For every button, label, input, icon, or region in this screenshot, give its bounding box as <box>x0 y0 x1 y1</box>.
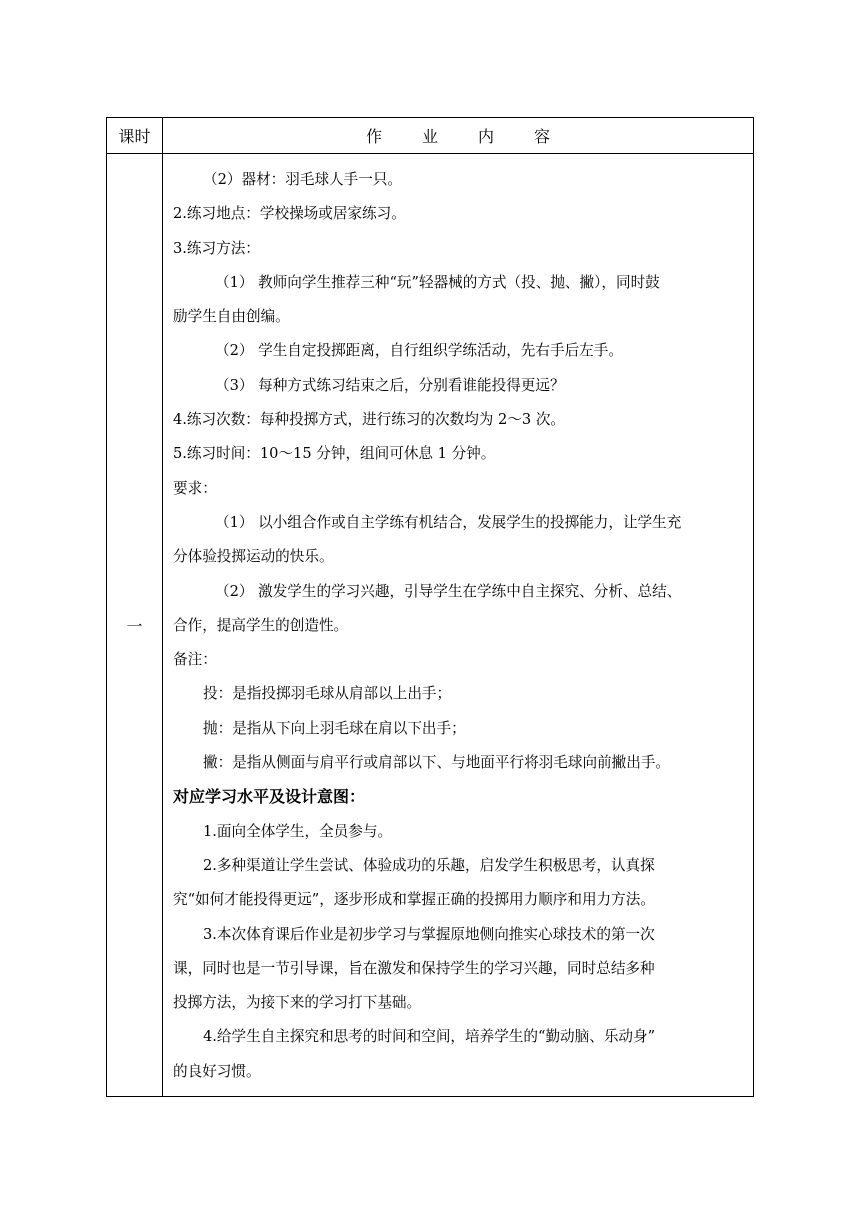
text-line: 课，同时也是一节引导课，旨在激发和保持学生的学习兴趣，同时总结多种 <box>173 959 655 977</box>
text-line: 2.练习地点：学校操场或居家练习。 <box>173 205 406 223</box>
period-cell: 一 <box>126 616 143 636</box>
section-heading: 对应学习水平及设计意图： <box>173 787 366 807</box>
text-line: 1.面向全体学生，全员参与。 <box>203 822 393 840</box>
text-line: 励学生自由创编。 <box>173 308 290 326</box>
text-line: 投：是指投掷羽毛球从肩部以上出手； <box>203 685 452 703</box>
text-line: 合作，提高学生的创造性。 <box>173 616 349 634</box>
text-line: 4.给学生自主探究和思考的时间和空间，培养学生的“勤动脑、乐动身” <box>203 1028 656 1046</box>
header-content: 作业内容 <box>365 127 590 146</box>
text-line: 投掷方法，为接下来的学习打下基础。 <box>173 994 422 1012</box>
homework-table <box>106 117 754 1097</box>
text-line: （2） 激发学生的学习兴趣，引导学生在学练中自主探究、分析、总结、 <box>215 582 682 600</box>
text-line: 5.练习时间：10～15 分钟，组间可休息 1 分钟。 <box>173 445 496 463</box>
text-line: 3.本次体育课后作业是初步学习与掌握原地侧向推实心球技术的第一次 <box>203 925 655 943</box>
text-line: 分体验投掷运动的快乐。 <box>173 548 334 566</box>
content-cell <box>173 163 753 1089</box>
text-line: （2）器材：羽毛球人手一只。 <box>203 171 403 188</box>
header-period: 课时 <box>118 127 151 146</box>
text-line: （1） 以小组合作或自主学练有机结合，发展学生的投掷能力，让学生充 <box>215 513 682 531</box>
text-line: 撇：是指从侧面与肩平行或肩部以下、与地面平行将羽毛球向前撇出手。 <box>203 754 671 772</box>
text-line: 4.练习次数：每种投掷方式，进行练习的次数均为 2～3 次。 <box>173 411 566 429</box>
text-line: （3） 每种方式练习结束之后，分别看谁能投得更远？ <box>215 376 565 394</box>
text-line: 要求： <box>173 479 217 497</box>
text-line: 究“如何才能投得更远”，逐步形成和掌握正确的投掷用力顺序和用力方法。 <box>173 891 655 909</box>
text-line: 备注： <box>173 651 217 669</box>
text-line: 3.练习方法： <box>173 239 260 257</box>
column-divider <box>162 118 163 1096</box>
text-line: 2.多种渠道让学生尝试、体验成功的乐趣，启发学生积极思考，认真探 <box>203 856 655 874</box>
text-line: 的良好习惯。 <box>173 1062 261 1080</box>
text-line: （2） 学生自定投掷距离，自行组织学练活动，先右手后左手。 <box>215 342 623 360</box>
header-divider <box>107 153 753 154</box>
text-line: （1） 教师向学生推荐三种“玩”轻器械的方式（投、抛、撇），同时鼓 <box>215 273 660 291</box>
text-line: 抛：是指从下向上羽毛球在肩以下出手； <box>203 719 466 737</box>
